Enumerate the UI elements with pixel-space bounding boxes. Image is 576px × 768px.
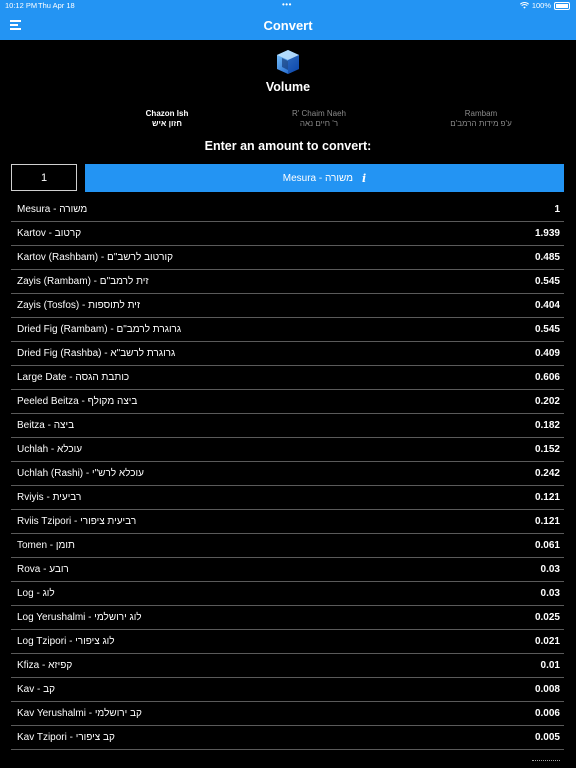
list-item[interactable]: [11, 534, 564, 558]
amount-input[interactable]: [11, 164, 77, 191]
multitasking-handle[interactable]: •••: [282, 0, 292, 9]
unit-name: Mesura - משורה: [17, 204, 88, 215]
unit-value: 0.545: [534, 324, 560, 335]
unit-name: Uchlah (Rashi) - עוכלא לרש"י: [17, 468, 144, 479]
wifi-icon: [520, 2, 529, 9]
info-icon[interactable]: i: [362, 171, 367, 185]
unit-value: 0.545: [534, 276, 560, 287]
unit-value: 0.409: [534, 348, 560, 359]
unit-select-button[interactable]: [85, 164, 564, 192]
unit-name: Uchlah - עוכלא: [17, 444, 83, 455]
unit-value: 0.485: [534, 252, 560, 263]
unit-name: Kartov - קרטוב: [17, 228, 82, 239]
opinion-he-label: חזון איש: [152, 119, 182, 128]
battery-percent: 100%: [531, 1, 551, 10]
unit-name: Kav Yerushalmi - קב ירושלמי: [17, 708, 142, 719]
unit-value: 0.606: [534, 372, 560, 383]
unit-name: Log Yerushalmi - לוג ירושלמי: [17, 612, 142, 623]
unit-name: Log Tzipori - לוג ציפורי: [17, 636, 115, 647]
opinion-en-label: Chazon Ish: [145, 109, 189, 118]
unit-value: 0.121: [534, 516, 560, 527]
list-item[interactable]: [11, 414, 564, 438]
unit-name: Zayis (Tosfos) - זית לתוספות: [17, 300, 141, 311]
unit-name: Peeled Beitza - ביצה מקולף: [17, 396, 138, 407]
unit-name: Kav Tzipori - קב ציפורי: [17, 732, 115, 743]
list-item[interactable]: [11, 486, 564, 510]
unit-name: Kartov (Rashbam) - קורטוב לרשב"ם: [17, 252, 174, 263]
list-item[interactable]: [11, 582, 564, 606]
unit-name: Tomen - תומן: [17, 540, 75, 551]
list-item[interactable]: [11, 366, 564, 390]
unit-value: 0.006: [534, 708, 560, 719]
unit-name: Large Date - כותבת הגסה: [17, 372, 130, 383]
unit-value: 0.121: [534, 492, 560, 503]
unit-name: Rviis Tzipori - רביעית ציפורי: [17, 516, 137, 527]
conversion-list: [11, 198, 564, 750]
list-item[interactable]: [11, 654, 564, 678]
unit-name: Kfiza - קפיזא: [17, 660, 73, 671]
unit-value: 0.03: [540, 588, 560, 599]
unit-value: 1.939: [534, 228, 560, 239]
unit-value: 0.202: [534, 396, 560, 407]
unit-name: Beitza - ביצה: [17, 420, 75, 431]
status-indicators: [520, 1, 570, 10]
unit-value: 0.025: [534, 612, 560, 623]
opinion-rambam[interactable]: [411, 109, 551, 129]
unit-name: Kav - קב: [17, 684, 56, 695]
unit-value: 1: [554, 204, 560, 215]
unit-value: 0.01: [540, 660, 560, 671]
list-item[interactable]: [11, 342, 564, 366]
unit-name: Zayis (Rambam) - זית לרמב"ם: [17, 276, 149, 287]
page-title: Convert: [263, 18, 313, 33]
list-item[interactable]: [11, 510, 564, 534]
status-date: Thu Apr 18: [38, 1, 75, 10]
list-scroll-overflow: [11, 758, 564, 768]
unit-name: Rviyis - רביעית: [17, 492, 82, 503]
convert-prompt: Enter an amount to convert:: [204, 139, 372, 153]
unit-value: 0.061: [534, 540, 560, 551]
list-item[interactable]: [11, 222, 564, 246]
list-item[interactable]: [11, 558, 564, 582]
battery-icon: [554, 2, 570, 10]
opinion-he-label: ע'פ מידות הרמב'ם: [450, 119, 512, 128]
status-bar: [0, 0, 576, 11]
list-item[interactable]: [11, 246, 564, 270]
section-title: Volume: [265, 80, 311, 94]
status-time: 10:12 PM: [5, 1, 38, 10]
opinion-en-label: Rambam: [464, 109, 498, 118]
unit-value: 0.242: [534, 468, 560, 479]
list-item[interactable]: [11, 630, 564, 654]
unit-name: Rova - רובע: [17, 564, 69, 575]
list-item[interactable]: [11, 726, 564, 750]
unit-value: 0.005: [534, 732, 560, 743]
unit-name: Log - לוג: [17, 588, 55, 599]
unit-value: 0.404: [534, 300, 560, 311]
list-item[interactable]: [11, 318, 564, 342]
unit-value: 0.03: [540, 564, 560, 575]
opinion-chazon-ish[interactable]: [97, 109, 237, 129]
list-item[interactable]: [11, 462, 564, 486]
list-item[interactable]: [11, 294, 564, 318]
unit-value: 0.021: [534, 636, 560, 647]
opinion-chaim-naeh[interactable]: [249, 109, 389, 129]
opinion-he-label: ר' חיים נאה: [299, 119, 339, 128]
list-item[interactable]: [11, 702, 564, 726]
unit-select-label: Mesura - משורה: [282, 172, 354, 184]
list-item[interactable]: [11, 438, 564, 462]
unit-value: 0.008: [534, 684, 560, 695]
unit-value: 0.152: [534, 444, 560, 455]
list-item[interactable]: [11, 606, 564, 630]
opinion-en-label: R' Chaim Naeh: [292, 109, 346, 118]
list-item[interactable]: [11, 198, 564, 222]
unit-value: 0.182: [534, 420, 560, 431]
list-item[interactable]: [11, 390, 564, 414]
list-item[interactable]: [11, 270, 564, 294]
unit-name: Dried Fig (Rambam) - גרוגרת לרמב"ם: [17, 324, 182, 335]
unit-name: Dried Fig (Rashba) - גרוגרת לרשב"א: [17, 348, 176, 359]
cube-icon: [276, 49, 300, 75]
navigation-bar: [0, 11, 576, 40]
list-item[interactable]: [11, 678, 564, 702]
